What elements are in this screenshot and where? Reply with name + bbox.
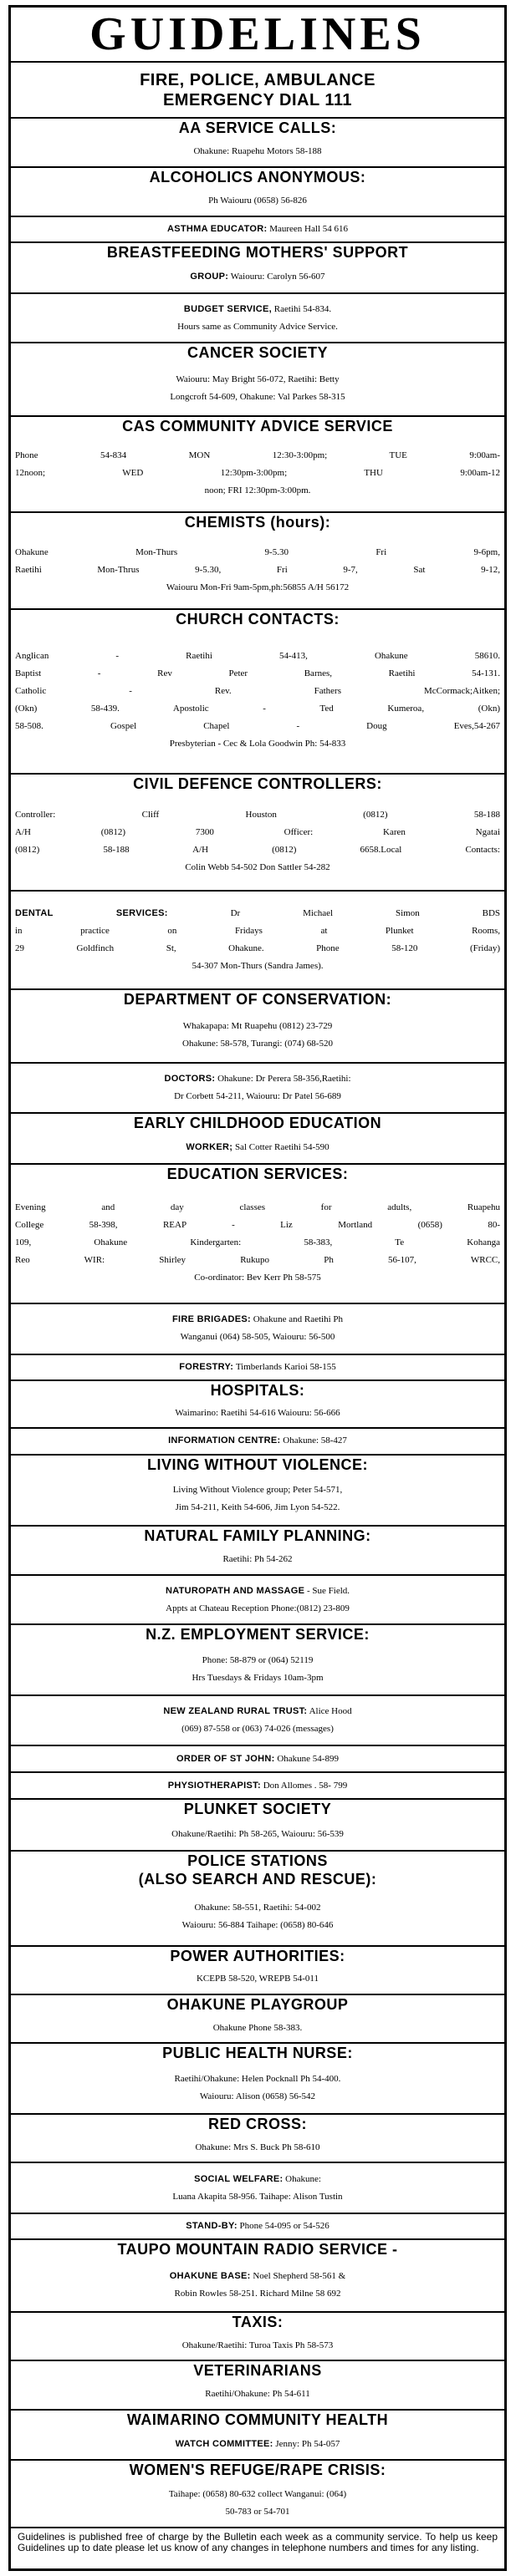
entry-text: Maureen Hall 54 616 bbox=[269, 223, 348, 234]
entry-line bbox=[15, 1217, 500, 1234]
entry-line bbox=[15, 2070, 500, 2088]
entry-text: 50-783 or 54-701 bbox=[225, 2506, 290, 2517]
entry-text: Wanganui (064) 58-505, Waiouru: 56-500 bbox=[180, 1332, 335, 1343]
entry-text: Hours same as Community Advice Service. bbox=[177, 321, 338, 332]
entry-lines bbox=[15, 2062, 500, 2113]
entry-line bbox=[15, 1720, 500, 1738]
footnote: Guidelines is published free of charge by the Bulletin each week as a community service. To help us keep Guidelines up to date please let us know of any changes in telephone numbers and times for any listing. bbox=[18, 2531, 498, 2553]
entry-heading: WOMEN'S REFUGE/RAPE CRISIS: bbox=[129, 2462, 386, 2479]
entry-text: Ohakune 54-899 bbox=[277, 1753, 339, 1764]
entry-line bbox=[15, 1652, 500, 1669]
entry-text: Hrs Tuesdays & Fridays 10am-3pm bbox=[192, 1672, 324, 1683]
entry-line bbox=[15, 1311, 500, 1329]
entry-line bbox=[15, 318, 500, 336]
entry-line bbox=[15, 1669, 500, 1687]
entry-heading: ALCOHOLICS ANONYMOUS: bbox=[149, 169, 366, 186]
entry-text: Don Allomes . 58- 799 bbox=[263, 1780, 348, 1791]
entry-text: Waiouru: Alison (0658) 56-542 bbox=[199, 2091, 316, 2101]
entry-heading: (ALSO SEARCH AND RESCUE): bbox=[138, 1870, 377, 1888]
entry-line bbox=[15, 718, 500, 735]
entry-line bbox=[15, 1551, 500, 1568]
entry-line bbox=[15, 2436, 500, 2453]
entry-text: Alice Hood bbox=[309, 1706, 352, 1717]
entry-line bbox=[15, 1703, 500, 1720]
entry-text: Dr Michael Simon BDS bbox=[230, 907, 501, 918]
entry-text: Co-ordinator: Bev Kerr Ph 58-575 bbox=[194, 1272, 321, 1283]
entry-heading: PUBLIC HEALTH NURSE: bbox=[162, 2045, 353, 2062]
entry-lead: PHYSIOTHERAPIST: bbox=[167, 1780, 261, 1791]
guidelines-sheet bbox=[8, 5, 507, 2571]
entry-lead: NEW ZEALAND RURAL TRUST: bbox=[163, 1706, 308, 1717]
entry-text: Waiouru: May Bright 56-072, Raetihi: Betty bbox=[176, 374, 340, 385]
entry-lines bbox=[15, 2479, 500, 2527]
entry-line bbox=[15, 1777, 500, 1795]
entry-text: (Okn) 58-439. Apostolic - Ted Kumeroa, (Okn) bbox=[15, 704, 500, 714]
entry-heading: EMERGENCY DIAL 111 bbox=[162, 90, 353, 109]
entry-nz-employment-service bbox=[11, 1625, 504, 1696]
entry-lead: ORDER OF ST JOHN: bbox=[176, 1753, 275, 1764]
masthead bbox=[11, 8, 504, 63]
entry-text: Anglican - Raetihi 54-413, Ohakune 58610. bbox=[15, 651, 500, 662]
entry-line bbox=[15, 1600, 500, 1618]
entry-lines bbox=[15, 2014, 500, 2042]
entry-lead: ASTHMA EDUCATOR: bbox=[166, 223, 268, 234]
entry-line bbox=[15, 268, 500, 286]
entry-line bbox=[15, 1481, 500, 1499]
entry-asthma-educator bbox=[11, 217, 504, 243]
entry-lead: OHAKUNE BASE: bbox=[169, 2270, 251, 2281]
entry-aa-service-calls bbox=[11, 119, 504, 168]
entry-line bbox=[15, 2088, 500, 2106]
entry-heading: TAXIS: bbox=[232, 2313, 284, 2330]
entry-lead: DOCTORS: bbox=[164, 1073, 216, 1084]
entry-text: Catholic - Rev. Fathers McCormack;Aitken; bbox=[15, 686, 500, 697]
entry-lines bbox=[15, 1696, 500, 1745]
entry-text: Ohakune: Ruapehu Motors 58-188 bbox=[193, 146, 322, 157]
entry-line bbox=[15, 1583, 500, 1600]
entry-lines bbox=[15, 2331, 500, 2360]
entry-waimarino-community-health bbox=[11, 2411, 504, 2461]
entry-naturopath-and-massage bbox=[11, 1576, 504, 1626]
entry-lines bbox=[15, 435, 500, 511]
entry-line bbox=[15, 1234, 500, 1252]
entry-text: Ohakune and Raetihi Ph bbox=[253, 1314, 344, 1325]
entry-line bbox=[15, 447, 500, 465]
entry-line bbox=[15, 2503, 500, 2521]
entry-text: Sal Cotter Raetihi 54-590 bbox=[234, 1142, 330, 1153]
entry-line bbox=[15, 1432, 500, 1450]
entry-lead: INFORMATION CENTRE: bbox=[168, 1435, 281, 1446]
entry-line bbox=[15, 648, 500, 665]
entry-line bbox=[15, 1750, 500, 1768]
entry-lead: FIRE BRIGADES: bbox=[171, 1314, 252, 1325]
entry-line bbox=[15, 1070, 500, 1088]
entry-text: Ohakune Mon-Thurs 9-5.30 Fri 9-6pm, bbox=[15, 546, 500, 557]
entry-lead: NATUROPATH AND MASSAGE bbox=[165, 1585, 305, 1596]
entry-line bbox=[15, 824, 500, 841]
entry-line bbox=[15, 905, 500, 922]
entry-line bbox=[15, 1329, 500, 1346]
entry-early-childhood-education bbox=[11, 1114, 504, 1165]
entry-lines bbox=[15, 2429, 500, 2459]
entry-heading: LIVING WITHOUT VIOLENCE: bbox=[147, 1456, 368, 1473]
entry-line bbox=[15, 2268, 500, 2285]
entry-lines bbox=[15, 1064, 500, 1113]
entry-cancer-society bbox=[11, 343, 504, 417]
entry-text: Raetihi Mon-Thrus 9-5.30, Fri 9-7, Sat 9-12, bbox=[15, 564, 500, 575]
entry-womens-refuge bbox=[11, 2461, 504, 2528]
entry-text: Reo WIR: Shirley Rukupo Ph 56-107, WRCC, bbox=[15, 1254, 500, 1265]
entry-lines bbox=[15, 1644, 500, 1694]
entry-heading: CHURCH CONTACTS: bbox=[176, 611, 340, 628]
entry-lines bbox=[15, 294, 500, 343]
entry-lead: BUDGET SERVICE, bbox=[183, 303, 272, 314]
entry-line bbox=[15, 922, 500, 940]
entry-line bbox=[15, 143, 500, 160]
entry-line bbox=[15, 1035, 500, 1053]
entry-department-of-conservation bbox=[11, 990, 504, 1064]
entry-text: Living Without Violence group; Peter 54-571, bbox=[172, 1485, 343, 1496]
entry-text: Raetihi/Ohakune: Helen Pocknall Ph 54-400. bbox=[174, 2073, 341, 2084]
entry-lines bbox=[15, 628, 500, 772]
entry-line bbox=[15, 1970, 500, 1988]
entry-alcoholics-anonymous bbox=[11, 168, 504, 216]
entry-text: Controller: Cliff Houston (0812) 58-188 bbox=[15, 809, 500, 820]
entry-text: Raetihi 54-834. bbox=[273, 303, 332, 314]
entry-text: Timberlands Karioi 58-155 bbox=[235, 1361, 336, 1372]
entry-lines bbox=[15, 1818, 500, 1850]
entry-line bbox=[15, 806, 500, 824]
entry-cas-community-advice bbox=[11, 417, 504, 513]
entry-taxis bbox=[11, 2313, 504, 2361]
entry-order-of-st-john bbox=[11, 1746, 504, 1773]
entry-text: Dr Corbett 54-211, Waiouru: Dr Patel 56-689 bbox=[174, 1090, 341, 1101]
entry-line bbox=[15, 1899, 500, 1917]
entry-line bbox=[15, 958, 500, 975]
entry-heading: TAUPO MOUNTAIN RADIO SERVICE - bbox=[117, 2241, 398, 2258]
entry-veterinarians bbox=[11, 2361, 504, 2411]
entry-lines bbox=[15, 1009, 500, 1062]
entry-heading: PLUNKET SOCIETY bbox=[183, 1801, 332, 1818]
entry-heading: EDUCATION SERVICES: bbox=[166, 1165, 349, 1182]
entry-lead: GROUP: bbox=[190, 271, 229, 282]
entry-text: 54-307 Mon-Thurs (Sandra James). bbox=[192, 960, 324, 971]
entry-heading: NATURAL FAMILY PLANNING: bbox=[144, 1527, 371, 1545]
entry-line bbox=[15, 665, 500, 683]
entry-text: Phone 54-095 or 54-526 bbox=[239, 2221, 330, 2232]
entry-line bbox=[15, 1499, 500, 1517]
entry-ohakune-playgroup bbox=[11, 1995, 504, 2044]
entry-text: 109, Ohakune Kindergarten: 58-383, Te Kohanga bbox=[15, 1237, 500, 1247]
entry-lines bbox=[15, 2133, 500, 2162]
entry-line bbox=[15, 1139, 500, 1156]
entry-line bbox=[15, 1826, 500, 1843]
entry-line bbox=[15, 1405, 500, 1422]
entry-line bbox=[15, 1252, 500, 1269]
entry-heading: BREASTFEEDING MOTHERS' SUPPORT bbox=[106, 244, 409, 261]
entry-lead: WATCH COMMITTEE: bbox=[175, 2438, 273, 2449]
entry-dental-services bbox=[11, 892, 504, 990]
entry-text: Longcroft 54-609, Ohakune: Val Parkes 58-315 bbox=[170, 392, 345, 403]
entry-lead: DENTAL SERVICES: bbox=[15, 907, 168, 918]
entry-breastfeeding-support bbox=[11, 243, 504, 294]
entry-fire-brigades bbox=[11, 1304, 504, 1355]
entry-text: Waiouru: 56-884 Taihape: (0658) 80-646 bbox=[181, 1919, 334, 1930]
entry-line bbox=[15, 2171, 500, 2188]
entry-text: 58-508. Gospel Chapel - Doug Eves,54-267 bbox=[15, 721, 500, 732]
entry-line bbox=[15, 389, 500, 406]
entry-lines bbox=[15, 362, 500, 415]
entry-hospitals bbox=[11, 1381, 504, 1429]
entry-heading: AA SERVICE CALLS: bbox=[178, 119, 337, 137]
entry-taupo-mountain-radio bbox=[11, 2240, 504, 2313]
entry-lines bbox=[15, 137, 500, 166]
entry-line bbox=[15, 2337, 500, 2355]
entry-text: Colin Webb 54-502 Don Sattler 54-282 bbox=[185, 861, 330, 872]
entry-lines bbox=[15, 1773, 500, 1798]
entry-line bbox=[15, 465, 500, 482]
entry-heading: N.Z. EMPLOYMENT SERVICE: bbox=[146, 1626, 370, 1644]
entry-lines bbox=[15, 1965, 500, 1994]
entry-lines bbox=[15, 2214, 500, 2238]
entry-line bbox=[15, 2486, 500, 2503]
entry-line bbox=[15, 192, 500, 210]
entry-lines bbox=[15, 262, 500, 292]
entry-heading: CHEMISTS (hours): bbox=[184, 514, 331, 531]
entry-emergency bbox=[11, 63, 504, 119]
entry-line bbox=[15, 1199, 500, 1217]
entry-line bbox=[15, 2188, 500, 2206]
entry-lines bbox=[15, 1888, 500, 1945]
entry-information-centre bbox=[11, 1429, 504, 1455]
entry-red-cross bbox=[11, 2115, 504, 2163]
entry-line bbox=[15, 482, 500, 500]
entry-heading: RED CROSS: bbox=[207, 2116, 307, 2133]
entry-heading: CANCER SOCIETY bbox=[186, 344, 328, 362]
entry-line bbox=[15, 940, 500, 958]
entry-lead: STAND-BY: bbox=[186, 2221, 238, 2232]
entry-lines bbox=[15, 1576, 500, 1624]
entry-text: (0812) 58-188 A/H (0812) 6658.Local Contacts: bbox=[15, 844, 500, 855]
entry-text: Whakapapa: Mt Ruapehu (0812) 23-729 bbox=[182, 1020, 333, 1031]
directory-entries bbox=[11, 63, 504, 2528]
entry-text: Jim 54-211, Keith 54-606, Jim Lyon 54-522. bbox=[175, 1502, 340, 1513]
entry-line bbox=[15, 1269, 500, 1287]
entry-lines bbox=[15, 793, 500, 890]
entry-text: Waiouru: Carolyn 56-607 bbox=[230, 271, 325, 282]
entry-line bbox=[15, 1018, 500, 1035]
entry-text: Evening and day classes for adults, Ruapehu bbox=[15, 1202, 500, 1212]
entry-line bbox=[15, 301, 500, 318]
entry-line bbox=[15, 683, 500, 700]
entry-text: Ph Waiouru (0658) 56-826 bbox=[208, 196, 307, 206]
entry-heading: FIRE, POLICE, AMBULANCE bbox=[140, 70, 376, 89]
entry-text: Raetihi: Ph 54-262 bbox=[222, 1554, 293, 1565]
entry-plunket-society bbox=[11, 1800, 504, 1852]
entry-line bbox=[15, 1359, 500, 1376]
entry-lines bbox=[15, 1545, 500, 1573]
entry-lines bbox=[15, 1474, 500, 1526]
entry-living-without-violence bbox=[11, 1456, 504, 1527]
entry-text: Ohakune/Raetihi: Ph 58-265, Waiouru: 56-539 bbox=[171, 1828, 344, 1839]
entry-lines bbox=[15, 892, 500, 988]
entry-heading: CAS COMMUNITY ADVICE SERVICE bbox=[122, 418, 393, 434]
entry-nz-rural-trust bbox=[11, 1696, 504, 1746]
entry-line bbox=[15, 579, 500, 597]
entry-text: Phone: 58-879 or (064) 52119 bbox=[202, 1654, 314, 1665]
entry-text: Presbyterian - Cec & Lola Goodwin Ph: 54-833 bbox=[169, 739, 346, 749]
entry-text: Ohakune: Dr Perera 58-356,Raetihi: bbox=[217, 1073, 351, 1084]
entry-line bbox=[15, 735, 500, 753]
entry-physiotherapist bbox=[11, 1773, 504, 1800]
entry-line bbox=[15, 561, 500, 579]
entry-lines bbox=[15, 1183, 500, 1303]
entry-text: KCEPB 58-520, WREPB 54-011 bbox=[196, 1974, 319, 1984]
entry-budget-service bbox=[11, 294, 504, 344]
entry-lead: WORKER; bbox=[186, 1142, 233, 1153]
entry-lines bbox=[15, 217, 500, 241]
entry-text: College 58-398, REAP - Liz Mortland (0658) 80- bbox=[15, 1219, 500, 1230]
entry-line bbox=[15, 1088, 500, 1105]
entry-text: Phone 54-834 MON 12:30-3:00pm; TUE 9:00am- bbox=[15, 450, 500, 461]
entry-line bbox=[15, 221, 500, 238]
entry-chemists bbox=[11, 513, 504, 610]
entry-text: Ohakune: bbox=[285, 2173, 321, 2184]
entry-heading: EARLY CHILDHOOD EDUCATION bbox=[133, 1115, 382, 1132]
entry-lines bbox=[15, 2258, 500, 2311]
entry-lines bbox=[15, 531, 500, 608]
entry-power-authorities bbox=[11, 1947, 504, 1995]
entry-text: Jenny: Ph 54-057 bbox=[275, 2438, 340, 2449]
entry-education-services bbox=[11, 1165, 504, 1304]
entry-lines bbox=[15, 2380, 500, 2409]
entry-lines bbox=[15, 1355, 500, 1379]
entry-lines bbox=[15, 1132, 500, 1163]
entry-lead: FORESTRY: bbox=[179, 1361, 234, 1372]
entry-text: Luana Akapita 58-956. Taihape: Alison Tustin bbox=[172, 2191, 343, 2202]
entry-text: Ohakune: Mrs S. Buck Ph 58-610 bbox=[195, 2142, 320, 2152]
entry-heading: HOSPITALS: bbox=[210, 1381, 305, 1399]
entry-line bbox=[15, 700, 500, 718]
entry-line bbox=[15, 371, 500, 389]
entry-lead: SOCIAL WELFARE: bbox=[194, 2173, 284, 2184]
entry-line bbox=[15, 544, 500, 561]
entry-line bbox=[15, 2020, 500, 2037]
entry-line bbox=[15, 2385, 500, 2403]
entry-text: A/H (0812) 7300 Officer: Karen Ngatai bbox=[15, 826, 500, 837]
entry-text: (069) 87-558 or (063) 74-026 (messages) bbox=[181, 1724, 334, 1735]
entry-line bbox=[15, 859, 500, 876]
entry-lines bbox=[15, 186, 500, 215]
entry-text: Taihape: (0658) 80-632 collect Wanganui: (064) bbox=[168, 2488, 347, 2499]
entry-text: Waiouru Mon-Fri 9am-5pm,ph:56855 A/H 56172 bbox=[166, 582, 350, 592]
entry-line bbox=[15, 841, 500, 859]
entry-heading: POLICE STATIONS bbox=[187, 1852, 328, 1869]
entry-line bbox=[15, 2139, 500, 2157]
entry-text: noon; FRI 12:30pm-3:00pm. bbox=[204, 485, 311, 496]
entry-text: 29 Goldfinch St, Ohakune. Phone 58-120 (Friday) bbox=[15, 943, 500, 953]
entry-church-contacts bbox=[11, 610, 504, 774]
entry-text: Appts at Chateau Reception Phone:(0812) 23-809 bbox=[166, 1603, 350, 1613]
entry-heading: WAIMARINO COMMUNITY HEALTH bbox=[126, 2411, 389, 2429]
entry-natural-family-planning bbox=[11, 1527, 504, 1575]
entry-line bbox=[15, 2285, 500, 2303]
entry-heading: OHAKUNE PLAYGROUP bbox=[166, 1995, 349, 2013]
entry-line bbox=[15, 1917, 500, 1934]
entry-text: Ohakune: 58-578, Turangi: (074) 68-520 bbox=[182, 1038, 333, 1049]
entry-stand-by bbox=[11, 2214, 504, 2240]
entry-social-welfare bbox=[11, 2163, 504, 2214]
entry-text: Raetihi/Ohakune: Ph 54-611 bbox=[205, 2389, 310, 2400]
entry-text: Baptist - Rev Peter Barnes, Raetihi 54-131. bbox=[15, 668, 500, 679]
entry-text: - Sue Field. bbox=[307, 1585, 350, 1596]
entry-public-health-nurse bbox=[11, 2044, 504, 2115]
entry-lines bbox=[15, 1400, 500, 1427]
entry-doctors bbox=[11, 1064, 504, 1115]
entry-line bbox=[15, 2218, 500, 2235]
entry-text: Ohakune: 58-551, Raetihi: 54-002 bbox=[194, 1902, 321, 1913]
entry-lines bbox=[15, 2163, 500, 2213]
entry-heading: POWER AUTHORITIES: bbox=[170, 1947, 345, 1964]
entry-civil-defence bbox=[11, 775, 504, 892]
entry-text: Ohakune: 58-427 bbox=[283, 1435, 347, 1446]
entry-text: Ohakune/Raetihi: Turoa Taxis Ph 58-573 bbox=[181, 2340, 334, 2350]
entry-text: Robin Rowles 58-251. Richard Milne 58 692 bbox=[174, 2288, 341, 2299]
entry-text: Waimarino: Raetihi 54-616 Waiouru: 56-666 bbox=[175, 1408, 340, 1419]
entry-text: Noel Shepherd 58-561 & bbox=[253, 2270, 346, 2281]
entry-lines bbox=[15, 1746, 500, 1771]
entry-lines bbox=[15, 1304, 500, 1354]
entry-lines bbox=[15, 1429, 500, 1453]
entry-heading: CIVIL DEFENCE CONTROLLERS: bbox=[133, 775, 382, 792]
entry-forestry bbox=[11, 1355, 504, 1381]
entry-text: Ohakune Phone 58-383. bbox=[212, 2022, 303, 2033]
entry-text: 12noon; WED 12:30pm-3:00pm; THU 9:00am-12 bbox=[15, 468, 500, 479]
entry-heading: VETERINARIANS bbox=[193, 2362, 322, 2380]
page-title: GUIDELINES bbox=[89, 8, 426, 60]
entry-text: in practice on Fridays at Plunket Rooms, bbox=[15, 925, 500, 936]
entry-police-stations bbox=[11, 1852, 504, 1947]
entry-heading: DEPARTMENT OF CONSERVATION: bbox=[123, 991, 392, 1009]
